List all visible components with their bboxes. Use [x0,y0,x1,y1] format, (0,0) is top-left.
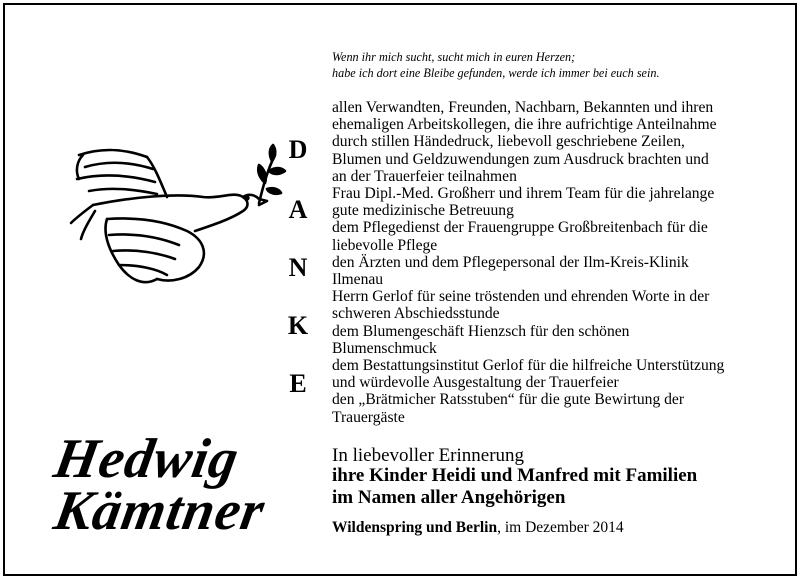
danke-letter-n: N [288,253,308,282]
thanks-line: Herrn Gerlof für seine tröstenden und ehrenden Worte in der [332,288,710,306]
deceased-last-name: Kämtner [49,480,270,542]
remembrance-line: In liebevoller Erinnerung [332,445,525,466]
deceased-first-name: Hedwig [49,428,244,490]
thanks-line: den Ärzten und dem Pflegepersonal der Ilm-Kreis-Klinik [332,253,689,271]
place-date-line [332,519,792,537]
obituary-notice [3,3,797,576]
thanks-line: Trauergäste [332,408,405,426]
thanks-line: dem Blumengeschäft Hienzsch für den schönen [332,322,630,340]
relatives-line: im Namen aller Angehörigen [332,487,566,508]
thanks-line: dem Bestattungsinstitut Gerlof für die hilfreiche Unterstützung [332,357,725,375]
thanks-line: Ilmenau [332,271,384,289]
thanks-line: an der Trauerfeier teilnahmen [332,167,517,185]
thanks-line: Blumen und Geldzuwendungen zum Ausdruck brachten und [332,150,709,168]
thanks-line: schweren Abschiedsstunde [332,305,500,323]
motto-line-1: Wenn ihr mich sucht, sucht mich in euren Herzen; [332,50,576,64]
danke-letter-k: K [287,311,309,340]
thanks-line: und würdevolle Ausgestaltung der Trauerfeier [332,374,619,392]
thanks-line: liebevolle Pflege [332,236,438,254]
date-text: , im Dezember 2014 [497,519,624,536]
thanks-line: dem Pflegedienst der Frauengruppe Großbreitenbach für die [332,219,708,237]
family-line: ihre Kinder Heidi und Manfred mit Familien [332,465,698,486]
thanks-line: ehemaligen Arbeitskollegen, die ihre aufrichtige Anteilnahme [332,116,717,134]
thanks-line: gute medizinische Betreuung [332,202,514,220]
dove-icon [63,127,293,317]
motto-quote [332,49,772,81]
thanks-text [332,99,772,426]
motto-line-2: habe ich dort eine Bleibe gefunden, werde ich immer bei euch sein. [332,66,660,80]
thanks-line: durch stillen Händedruck, liebevoll geschriebene Zeilen, [332,133,685,151]
thanks-line: den „Brätmicher Ratsstuben“ für die gute Bewirtung der [332,391,685,409]
danke-letter-a: A [288,195,308,224]
danke-letter-e: E [289,369,307,398]
thanks-line: allen Verwandten, Freunden, Nachbarn, Bekannten und ihren [332,99,714,116]
place-text: Wildenspring und Berlin [332,519,498,536]
danke-letter-d: D [288,135,308,164]
thanks-line: Blumenschmuck [332,339,437,357]
thanks-line: Frau Dipl.-Med. Großherr und ihrem Team für die jahrelange [332,185,715,203]
